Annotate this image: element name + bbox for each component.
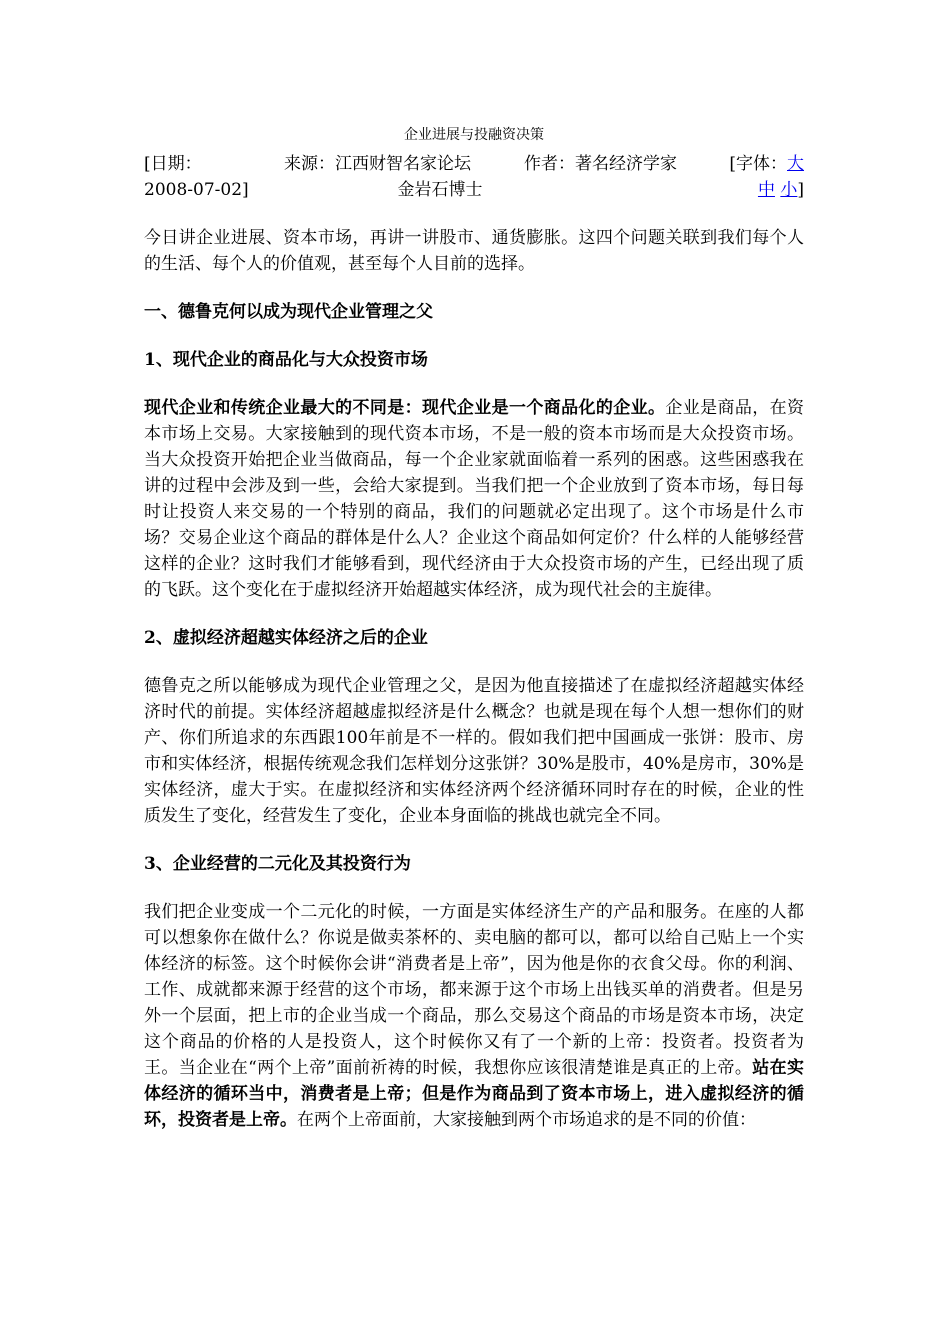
font-large-link[interactable]: 大 [787,154,804,174]
font-medium-link[interactable]: 中 [757,180,775,200]
author-label: 作者：著名经济学家 [524,154,677,174]
author-name: 金岩石博士 [397,180,483,200]
date-value: 2008-07-02] [144,180,249,200]
font-size-close: ] [797,180,804,200]
font-small-link[interactable]: 小 [780,180,798,200]
paragraph-1-bold: 现代企业和传统企业最大的不同是：现代企业是一个商品化的企业。 [144,398,666,418]
subsection-heading-3: 3、企业经营的二元化及其投资行为 [144,854,411,874]
subsection-heading-1: 1、现代企业的商品化与大众投资市场 [144,350,428,370]
source-field: 来源：江西财智名家论坛 [284,154,471,174]
paragraph-3-bold: 站在实体经济的循环当中，消费者是上帝；但是作为商品到了资本市场上，进入虚拟经济的循环，投资者是上帝。 [144,1058,804,1130]
paragraph-3 [144,899,804,1133]
date-label: [日期： [144,154,202,174]
paragraph-3-text-a: 我们把企业变成一个二元化的时候，一方面是实体经济生产的产品和服务。在座的人都可以想象你在做什么？你说是做卖茶杯的、卖电脑的都可以，都可以给自己贴上一个实体经济的标签。这个时候你会讲“消费者是上帝”，因为他是你的衣食父母。你的利润、工作、成就都来源于经营的这个市场，都来源于这个市场上出钱买单的消费者。但是另外一个层面，把上市的企业当成一个商品，那么交易这个商品的市场是资本市场，决定这个商品的价格的人是投资人，这个时候你又有了一个新的上帝：投资者。投资者为王。当企业在“两个上帝”面前祈祷的时候，我想你应该很清楚谁是真正的上帝。 [144,902,804,1078]
subsection-heading-2: 2、虚拟经济超越实体经济之后的企业 [144,628,428,648]
font-size-selector [712,151,804,203]
section-heading: 一、德鲁克何以成为现代企业管理之父 [144,302,433,322]
font-size-label: [字体： [729,154,787,174]
paragraph-1 [144,395,804,603]
article-meta [144,151,804,203]
article-body [144,225,804,1155]
date-field [144,151,264,203]
paragraph-2: 德鲁克之所以能够成为现代企业管理之父，是因为他直接描述了在虚拟经济超越实体经济时代的前提。实体经济超越虚拟经济是什么概念？也就是现在每个人想一想你们的财产、你们所追求的东西跟100年前是不一样的。假如我们把中国画成一张饼：股市、房市和实体经济，根据传统观念我们怎样划分这张饼？30%是股市，40%是房市，30%是实体经济，虚大于实。在虚拟经济和实体经济两个经济循环同时存在的时候，企业的性质发生了变化，经营发生了变化，企业本身面临的挑战也就完全不同。 [144,676,804,826]
paragraph-3-text-c: 在两个上帝面前，大家接触到两个市场追求的是不同的价值： [297,1110,756,1130]
intro-paragraph: 今日讲企业进展、资本市场，再讲一讲股市、通货膨胀。这四个问题关联到我们每个人的生活、每个人的价值观，甚至每个人目前的选择。 [144,228,804,274]
article-title: 企业进展与投融资决策 [404,127,544,143]
paragraph-1-text: 企业是商品，在资本市场上交易。大家接触到的现代资本市场，不是一般的资本市场而是大众投资市场。当大众投资开始把企业当做商品，每一个企业家就面临着一系列的困惑。这些困惑我在讲的过程中会涉及到一些，会给大家提到。当我们把一个企业放到了资本市场，每日每时让投资人来交易的一个特别的商品，我们的问题就必定出现了。这个市场是什么市场？交易企业这个商品的群体是什么人？企业这个商品如何定价？什么样的人能够经营这样的企业？这时我们才能够看到，现代经济由于大众投资市场的产生，已经出现了质的飞跃。这个变化在于虚拟经济开始超越实体经济，成为现代社会的主旋律。 [144,398,805,600]
